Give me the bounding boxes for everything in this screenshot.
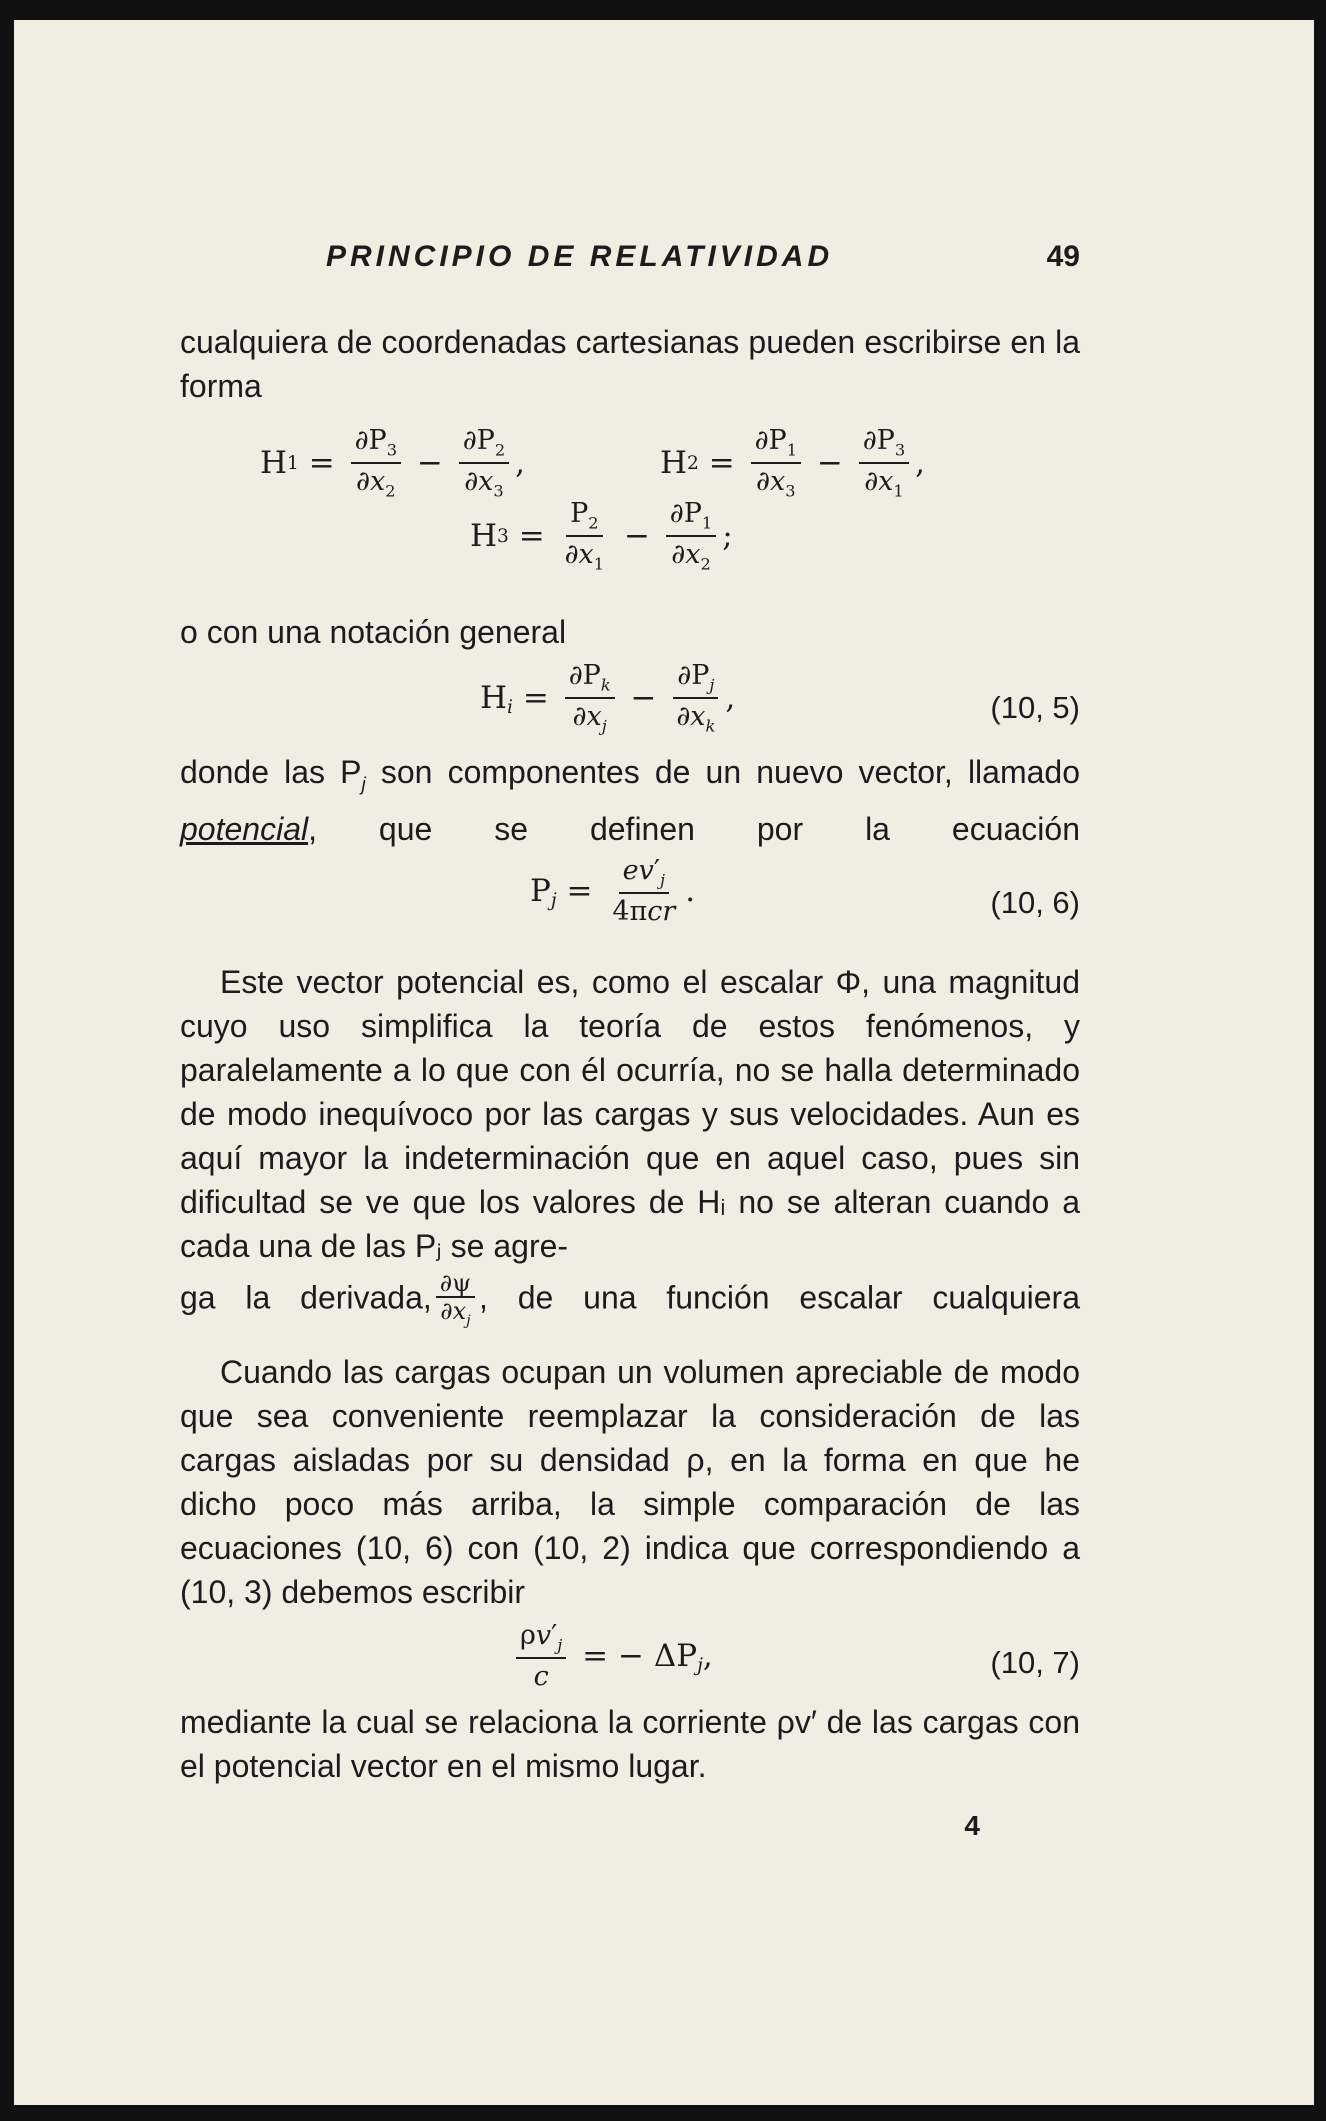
- equation-label-10-6: (10, 6): [990, 885, 1080, 920]
- running-title: PRINCIPIO DE RELATIVIDAD: [326, 240, 834, 273]
- equation-pj: P $_j$ = $\frac{ev'_j}{\text{4πcr}}$ .: [530, 855, 696, 928]
- paragraph-2: [180, 610, 1080, 654]
- paragraph-6: [180, 1700, 1080, 1788]
- paragraph-1: [180, 320, 1080, 408]
- equation-label-10-7: (10, 7): [990, 1645, 1080, 1680]
- equation-rho: $\frac{\rho v'_j}{c}$ = − ΔP $_j$ ,: [510, 1620, 713, 1692]
- equation-hi: H $_i$ = $\frac{\partial P_k}{\partial x_j}$ − $\frac{\partial P_j}{\partial x_k}$ ,: [480, 660, 736, 736]
- equation-h3: H 3 = $\frac{P_2}{\partial x_1}$ − $\frac{\partial P_1}{\partial x_2}$ ;: [470, 498, 733, 574]
- equation-h2: H 2 = $\frac{\partial P_1}{\partial x_3}$ − $\frac{\partial P_3}{\partial x_1}$ ,: [660, 425, 926, 501]
- paragraph-1-text: cualquiera de coordenadas cartesianas pueden escribirse en la forma: [180, 324, 1080, 404]
- paragraph-6-text: mediante la cual se relaciona la corriente ρv′ de las cargas con el potencial vector en el mismo lugar.: [180, 1704, 1080, 1784]
- paragraph-3-text: donde las $P_j$ son componentes de un nuevo vector, llamado potencial, que se definen por la ecuación: [180, 754, 1081, 848]
- paragraph-4-tail: [180, 1270, 1080, 1330]
- paragraph-4-text: Este vector potencial es, como el escalar Φ, una magnitud cuyo uso simplifica la teoría de estos fenómenos, y paralelamente a lo que con él ocurría, no se halla determinado de modo inequívoco por las cargas y sus velocidades. Aun es aquí mayor la indeterminación que en aquel caso, pues sin dificultad se ve que los valores de Hᵢ no se alteran cuando a cada una de las Pⱼ se agre-: [180, 964, 1080, 1264]
- equation-label-10-5: (10, 5): [990, 690, 1080, 725]
- paragraph-2-text: o con una notación general: [180, 614, 567, 650]
- paragraph-4-tail-text: ga la derivada, $\frac{\partial\psi}{\partial x_j}$ , de una función escalar cualquiera: [180, 1269, 1081, 1330]
- page-header: [180, 240, 1080, 280]
- page-number: 49: [1046, 240, 1080, 273]
- paragraph-5-text: Cuando las cargas ocupan un volumen apreciable de modo que sea conveniente reemplazar la consideración de las cargas aisladas por su densidad ρ, en la forma en que he dicho poco más arriba, la simple comparación de las ecuaciones (10, 6) con (10, 2) indica que correspondiendo a (10, 3) debemos escribir: [180, 1354, 1080, 1610]
- signature-number: 4: [964, 1810, 980, 1841]
- book-page: [14, 20, 1314, 2105]
- paragraph-5: [180, 1350, 1080, 1614]
- inline-fraction-dpsi: $\frac{\partial\psi}{\partial x_j}$: [436, 1270, 475, 1330]
- equation-h1: H 1 = $\frac{\partial P_3}{\partial x_2}$ − $\frac{\partial P_2}{\partial x_3}$ ,: [260, 425, 526, 501]
- paragraph-4: [180, 960, 1080, 1268]
- paragraph-3: [180, 750, 1080, 851]
